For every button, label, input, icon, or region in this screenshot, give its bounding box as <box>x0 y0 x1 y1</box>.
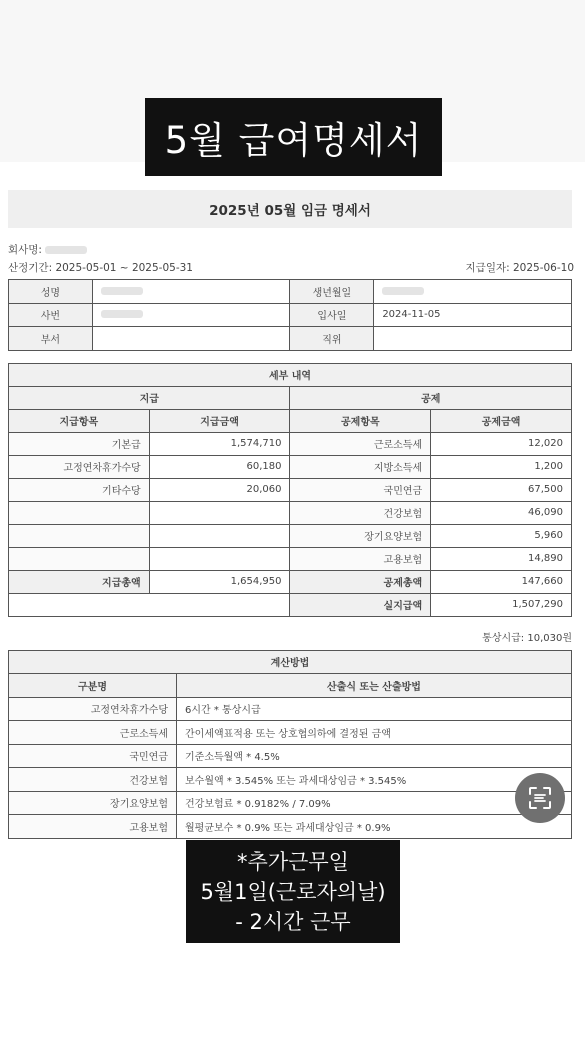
deduct-amount: 14,890 <box>431 547 572 570</box>
birth-label: 생년월일 <box>290 280 374 304</box>
deduct-item-header: 공제항목 <box>290 409 431 432</box>
pay-amount-header: 지급금액 <box>149 409 290 432</box>
table-row <box>9 791 572 815</box>
scan-lens-icon <box>527 785 553 811</box>
table-row <box>9 547 572 570</box>
pay-item <box>9 524 150 547</box>
table-header-row <box>9 674 572 698</box>
pay-item <box>9 547 150 570</box>
deduct-amount: 5,960 <box>431 524 572 547</box>
calc-name: 국민연금 <box>9 744 177 768</box>
table-row <box>9 501 572 524</box>
pay-date: 지급일자: 2025-06-10 <box>465 262 574 274</box>
calc-name: 장기요양보험 <box>9 791 177 815</box>
pay-title: 지급 <box>9 386 290 409</box>
table-row <box>9 524 572 547</box>
pay-item-header: 지급항목 <box>9 409 150 432</box>
table-row <box>9 697 572 721</box>
net-spacer <box>9 593 290 616</box>
image-search-button[interactable] <box>515 773 565 823</box>
deduct-title: 공제 <box>290 386 572 409</box>
net-value: 1,507,290 <box>431 593 572 616</box>
pay-amount <box>149 547 290 570</box>
dept-label: 부서 <box>9 327 93 351</box>
deduct-item: 장기요양보험 <box>290 524 431 547</box>
calc-method: 월평균보수 * 0.9% 또는 과세대상임금 * 0.9% <box>177 815 572 839</box>
pay-total-label: 지급총액 <box>9 570 150 593</box>
net-row <box>9 593 572 616</box>
redacted-id <box>101 310 143 318</box>
pay-amount: 60,180 <box>149 455 290 478</box>
hire-value: 2024-11-05 <box>374 303 572 327</box>
pay-item <box>9 501 150 524</box>
company-label: 회사명: <box>8 242 87 257</box>
note-line-1: *추가근무일 <box>237 849 349 874</box>
table-row <box>9 650 572 674</box>
calc-name: 고용보험 <box>9 815 177 839</box>
deduct-amount-header: 공제금액 <box>431 409 572 432</box>
calc-col-name: 구분명 <box>9 674 177 698</box>
deduct-amount: 1,200 <box>431 455 572 478</box>
pay-detail-table <box>8 363 572 617</box>
redacted-birth <box>382 287 424 295</box>
deduct-item: 지방소득세 <box>290 455 431 478</box>
calc-name: 건강보험 <box>9 768 177 792</box>
deduct-total-label: 공제총액 <box>290 570 431 593</box>
net-label: 실지급액 <box>290 593 431 616</box>
pay-item: 고정연차휴가수당 <box>9 455 150 478</box>
overtime-note <box>186 840 400 943</box>
pay-amount <box>149 524 290 547</box>
payslip-document <box>8 178 574 839</box>
table-row <box>9 815 572 839</box>
calc-method: 건강보험료 * 0.9182% / 7.09% <box>177 791 572 815</box>
id-label: 사번 <box>9 303 93 327</box>
pay-period: 산정기간: 2025-05-01 ~ 2025-05-31 <box>8 262 193 274</box>
calc-method: 기준소득월액 * 4.5% <box>177 744 572 768</box>
pay-amount: 20,060 <box>149 478 290 501</box>
table-row <box>9 327 572 351</box>
deduct-item: 근로소득세 <box>290 432 431 455</box>
table-row <box>9 478 572 501</box>
table-header-row <box>9 409 572 432</box>
calc-name: 근로소득세 <box>9 721 177 745</box>
pay-item: 기타수당 <box>9 478 150 501</box>
birth-value <box>374 280 572 304</box>
table-row <box>9 303 572 327</box>
name-label: 성명 <box>9 280 93 304</box>
pay-total-value: 1,654,950 <box>149 570 290 593</box>
ordinary-hourly-wage: 통상시급: 10,030원 <box>482 632 572 644</box>
title-banner <box>145 98 442 176</box>
position-value <box>374 327 572 351</box>
pay-amount: 1,574,710 <box>149 432 290 455</box>
payslip-title: 2025년 05월 임금 명세서 <box>8 190 572 228</box>
hire-label: 입사일 <box>290 303 374 327</box>
redacted-name <box>101 287 143 295</box>
position-label: 직위 <box>290 327 374 351</box>
detail-section-title: 세부 내역 <box>9 363 572 386</box>
note-line-2: 5월1일(근로자의날) <box>200 879 386 904</box>
redacted-company <box>45 246 87 254</box>
table-row <box>9 280 572 304</box>
table-row <box>9 721 572 745</box>
table-row <box>9 386 572 409</box>
table-row <box>9 455 572 478</box>
company-row <box>8 242 574 257</box>
deduct-amount: 67,500 <box>431 478 572 501</box>
calc-method: 간이세액표적용 또는 상호협의하에 결정된 금액 <box>177 721 572 745</box>
deduct-amount: 12,020 <box>431 432 572 455</box>
calc-method: 6시간 * 통상시급 <box>177 697 572 721</box>
table-row <box>9 432 572 455</box>
pay-item: 기본급 <box>9 432 150 455</box>
deduct-total-value: 147,660 <box>431 570 572 593</box>
dept-value <box>92 327 290 351</box>
period-row <box>8 260 574 275</box>
deduct-amount: 46,090 <box>431 501 572 524</box>
calc-method: 보수월액 * 3.545% 또는 과세대상임금 * 3.545% <box>177 768 572 792</box>
calc-name: 고정연차휴가수당 <box>9 697 177 721</box>
deduct-item: 고용보험 <box>290 547 431 570</box>
employee-info-table <box>8 279 572 351</box>
calculation-method-table <box>8 650 572 839</box>
pay-amount <box>149 501 290 524</box>
totals-row <box>9 570 572 593</box>
deduct-item: 건강보험 <box>290 501 431 524</box>
table-row <box>9 363 572 386</box>
calc-col-method: 산출식 또는 산출방법 <box>177 674 572 698</box>
calc-title: 계산방법 <box>9 650 572 674</box>
banner-title: 5월 급여명세서 <box>164 119 423 162</box>
deduct-item: 국민연금 <box>290 478 431 501</box>
note-line-3: - 2시간 근무 <box>235 909 351 934</box>
name-value <box>92 280 290 304</box>
id-value <box>92 303 290 327</box>
table-row <box>9 768 572 792</box>
table-row <box>9 744 572 768</box>
